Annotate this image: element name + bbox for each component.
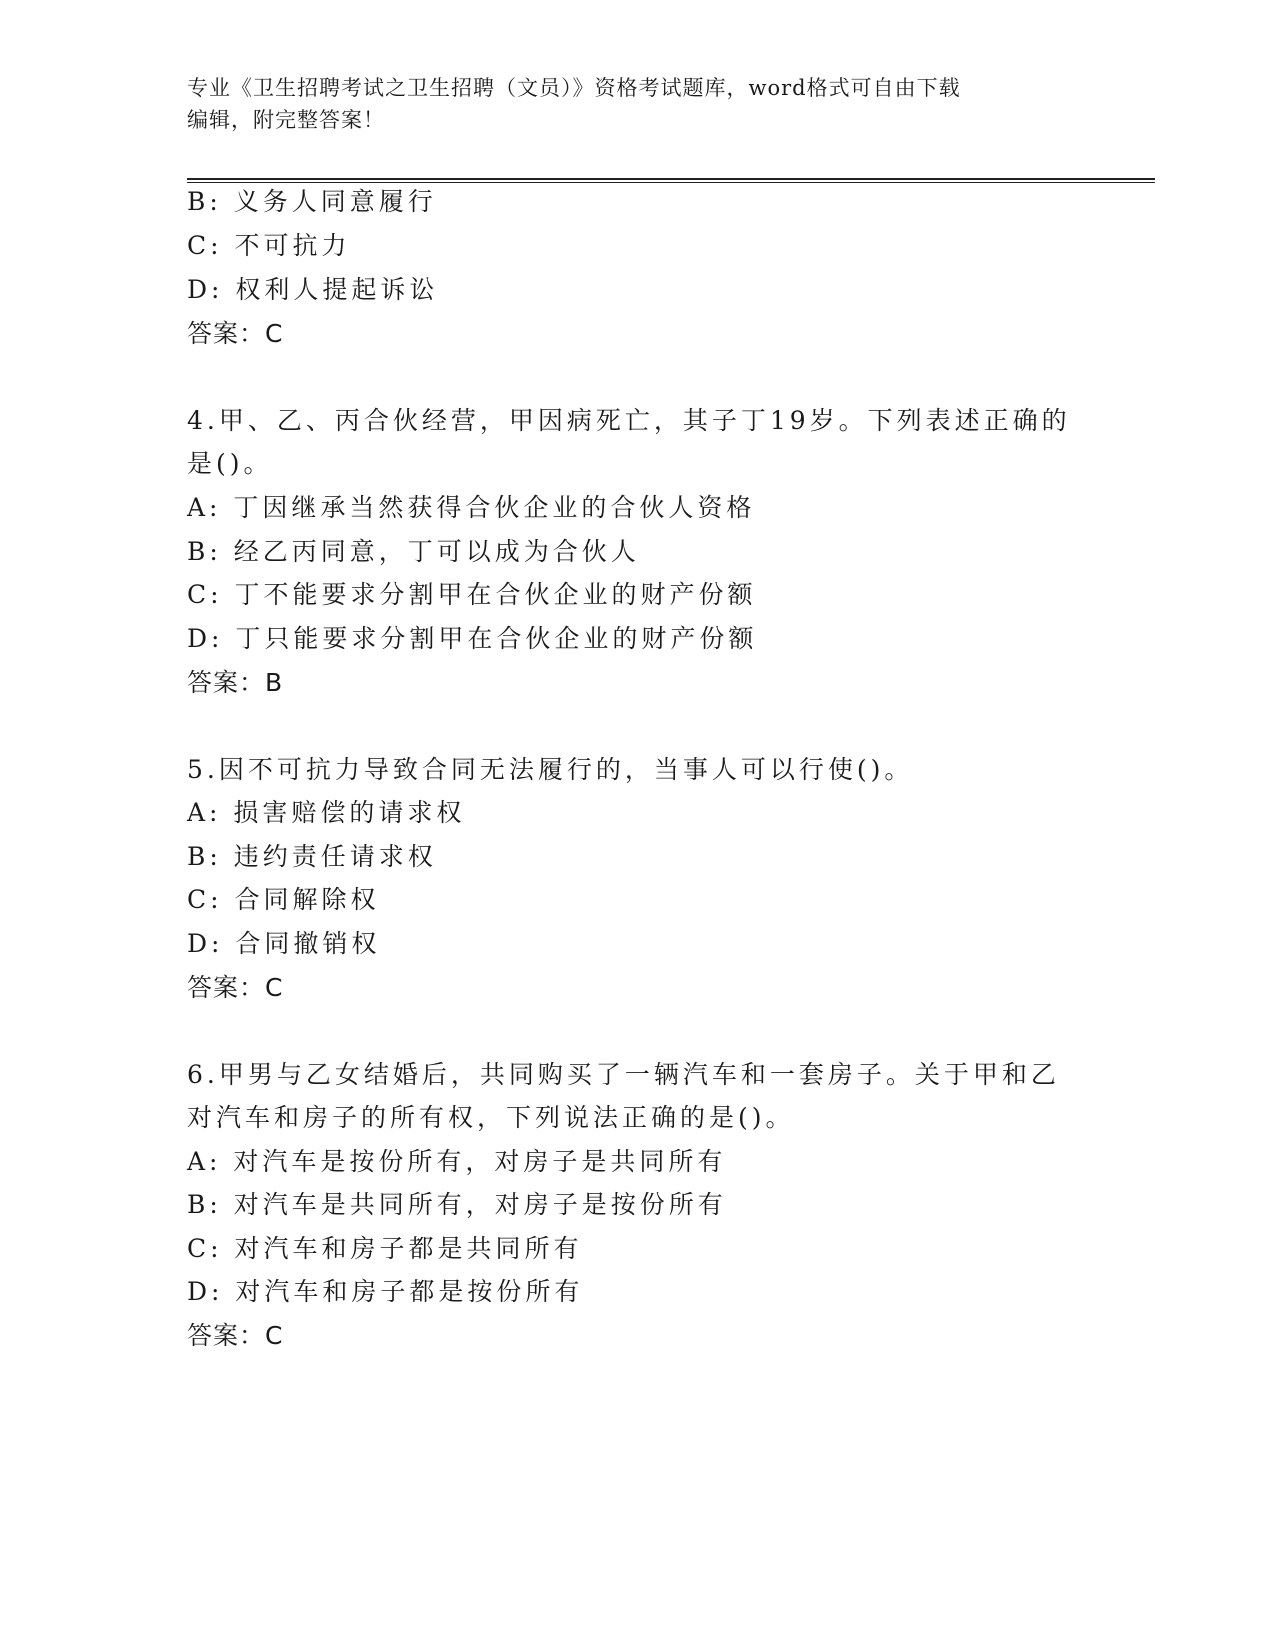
q4-answer: 答案：B: [187, 668, 284, 697]
prev-option-b: B: 义务人同意履行: [187, 187, 437, 216]
q4-option-b: B: 经乙丙同意，丁可以成为合伙人: [187, 537, 640, 566]
header-divider: [187, 178, 1155, 183]
q5-option-b: B: 违约责任请求权: [187, 842, 437, 871]
q5-option-a: A: 损害赔偿的请求权: [187, 798, 466, 827]
q6-stem-line-2: 对汽车和房子的所有权，下列说法正确的是()。: [187, 1103, 795, 1132]
q5-option-d: D: 合同撤销权: [187, 929, 381, 958]
q6-answer: 答案：C: [187, 1321, 284, 1350]
q6-stem-line-1: 6.甲男与乙女结婚后，共同购买了一辆汽车和一套房子。关于甲和乙: [187, 1060, 1060, 1089]
page-header: [187, 72, 1067, 136]
prev-answer: 答案：C: [187, 319, 284, 348]
q4-option-a: A: 丁因继承当然获得合伙企业的合伙人资格: [187, 493, 756, 522]
q4-stem-line-1: 4.甲、乙、丙合伙经营，甲因病死亡，其子丁19岁。下列表述正确的: [187, 406, 1071, 435]
q5-answer: 答案：C: [187, 973, 284, 1002]
q4-stem-line-2: 是()。: [187, 449, 273, 478]
q6-option-c: C: 对汽车和房子都是共同所有: [187, 1234, 583, 1263]
q4-option-c: C: 丁不能要求分割甲在合伙企业的财产份额: [187, 580, 757, 609]
q4-option-d: D: 丁只能要求分割甲在合伙企业的财产份额: [187, 624, 758, 653]
q5-stem-line-1: 5.因不可抗力导致合同无法履行的，当事人可以行使()。: [187, 755, 914, 784]
q6-option-d: D: 对汽车和房子都是按份所有: [187, 1277, 584, 1306]
q5-option-c: C: 合同解除权: [187, 885, 380, 914]
prev-option-d: D: 权利人提起诉讼: [187, 275, 439, 304]
prev-option-c: C: 不可抗力: [187, 231, 351, 260]
q6-option-a: A: 对汽车是按份所有，对房子是共同所有: [187, 1147, 727, 1176]
q6-option-b: B: 对汽车是共同所有，对房子是按份所有: [187, 1190, 727, 1219]
header-line-1: 专业《卫生招聘考试之卫生招聘（文员）》资格考试题库，word格式可自由下载: [187, 76, 961, 100]
header-line-2: 编辑，附完整答案！: [187, 108, 385, 132]
